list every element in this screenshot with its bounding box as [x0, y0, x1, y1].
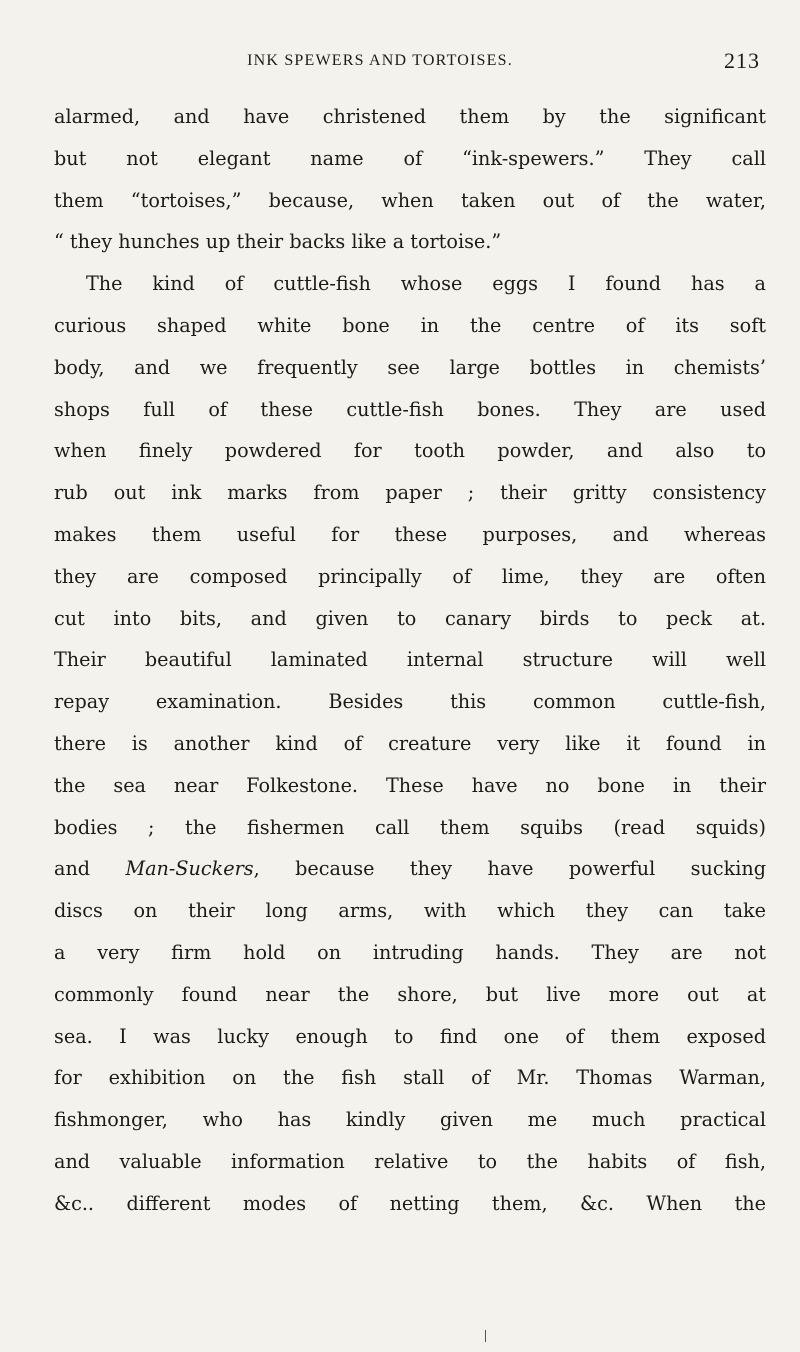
- text-line: but not elegant name of “ink-spewers.” They call: [54, 146, 766, 170]
- text-line: body, and we frequently see large bottles in chemists’: [54, 355, 766, 379]
- text-line: repay examination. Besides this common cuttle-fish,: [54, 690, 766, 714]
- text-line: there is another kind of creature very like it found in: [54, 731, 766, 755]
- text-line: “ they hunches up their backs like a tortoise.”: [54, 230, 502, 254]
- text-line: the sea near Folkestone. These have no bone in their: [54, 773, 766, 797]
- text-line: commonly found near the shore, but live more out at: [54, 982, 766, 1006]
- text-line: a very firm hold on intruding hands. They are not: [54, 940, 766, 964]
- running-title: INK SPEWERS AND TORTOISES.: [247, 52, 513, 69]
- text-line: makes them useful for these purposes, and whereas: [54, 522, 766, 546]
- text-segment: and: [54, 857, 126, 881]
- body-text: [54, 96, 766, 1225]
- text-segment: , because they have powerful sucking: [253, 857, 767, 881]
- text-line: cut into bits, and given to canary birds to peck at.: [54, 606, 766, 630]
- text-line: them “tortoises,” because, when taken out of the water,: [54, 188, 766, 212]
- text-line: discs on their long arms, with which they can take: [54, 899, 766, 923]
- text-line: sea. I was lucky enough to find one of them exposed: [54, 1024, 766, 1048]
- text-line: Their beautiful laminated internal structure will well: [54, 648, 766, 672]
- text-line: &c.. different modes of netting them, &c. When the: [54, 1191, 766, 1215]
- printer-mark: [485, 1330, 486, 1342]
- italic-term: Man-Suckers: [125, 857, 254, 881]
- text-line: rub out ink marks from paper ; their gritty consistency: [54, 481, 766, 505]
- text-line: The kind of cuttle-fish whose eggs I found has a: [86, 272, 766, 296]
- text-line: fishmonger, who has kindly given me much practical: [54, 1108, 766, 1132]
- page-number: 213: [724, 48, 760, 73]
- text-line: alarmed, and have christened them by the significant: [54, 105, 766, 128]
- text-line: for exhibition on the fish stall of Mr. Thomas Warman,: [54, 1066, 766, 1090]
- text-line: when finely powdered for tooth powder, and also to: [54, 439, 766, 463]
- text-line: and valuable information relative to the habits of fish,: [54, 1149, 766, 1173]
- text-line: shops full of these cuttle-fish bones. They are used: [54, 397, 766, 421]
- text-line: curious shaped white bone in the centre of its soft: [54, 313, 766, 337]
- text-line-with-italic: [54, 848, 766, 890]
- running-head: [60, 48, 760, 78]
- text-line: bodies ; the fishermen call them squibs (read squids): [54, 815, 766, 839]
- text-line: they are composed principally of lime, they are often: [54, 564, 766, 588]
